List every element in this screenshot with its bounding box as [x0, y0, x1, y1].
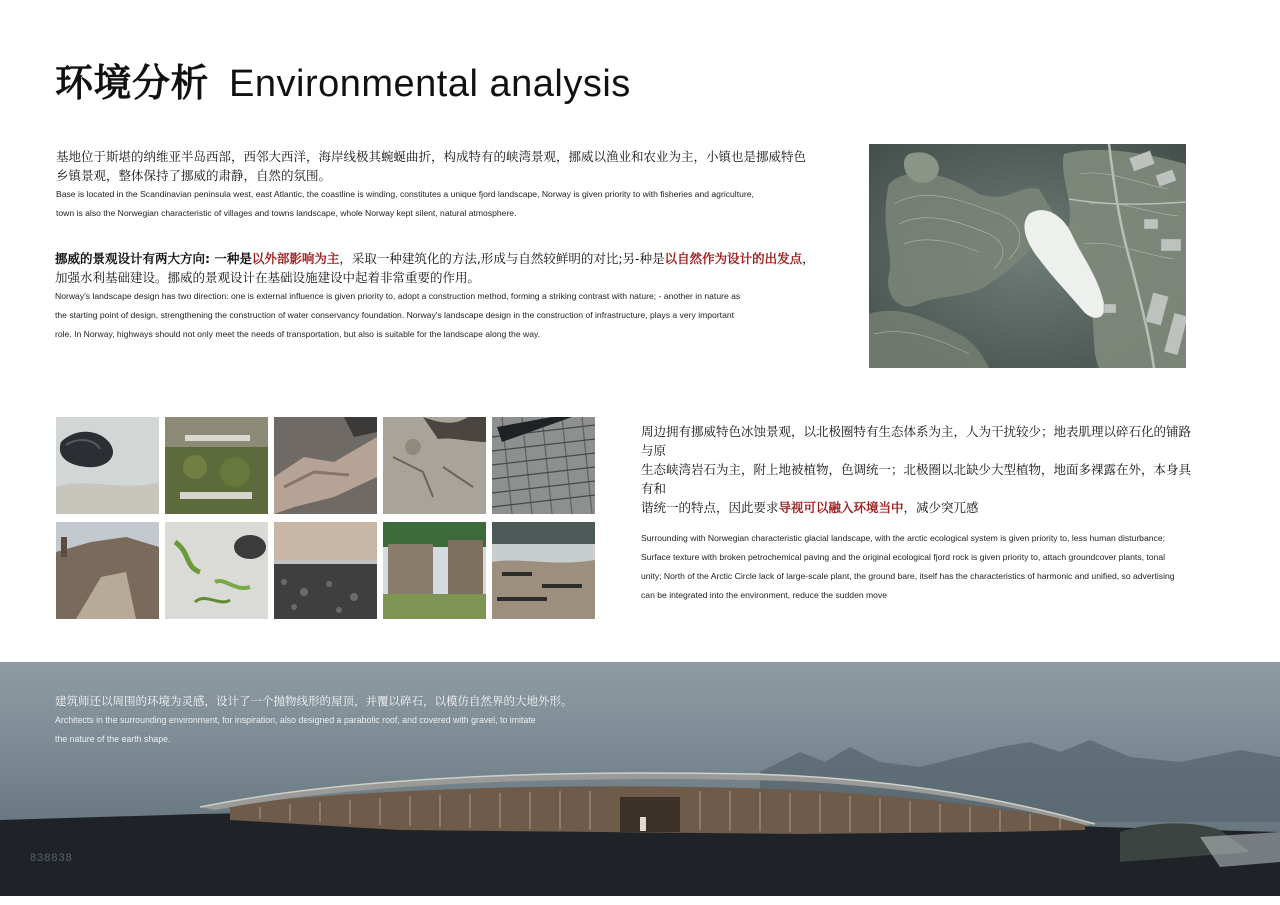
photo-moss-with-stone-slabs: [165, 417, 268, 514]
rendering-caption: [55, 692, 573, 749]
surrounding-en-line-4: can be integrated into the environment, reduce the sudden move: [641, 590, 888, 600]
photo-cobblestone-paving: [492, 417, 595, 514]
surrounding-en-line-3: unity; North of the Arctic Circle lack of large-scale plant, the ground bare, itself has the characteristics of harmonic and unified, so advertising: [641, 571, 1175, 581]
landscape-zh-line-1: [55, 249, 825, 268]
surrounding-zh-line-2: 生态峡湾岩石为主，附上地被植物，色调统一；北极圈以北缺少大型植物，地面多裸露在外，本身具有和: [641, 462, 1192, 496]
landscape-en-line-1: Norway's landscape design has two direction: one is external influence is given priority to, adopt a construction method, forming a striking contrast with nature; - another in nature as: [55, 291, 741, 301]
site-zh-line-1: 基地位于斯堪的纳维亚半岛西部，西邻大西洋，海岸线极其蜿蜒曲折，构成特有的峡湾景观，挪威以渔业和农业为主，小镇也是挪威特色: [56, 149, 807, 164]
photo-black-rock-in-shallow-water: [56, 417, 159, 514]
landscape-zh-part-c: ，: [802, 251, 815, 266]
surrounding-zh-line-1: 周边拥有挪威特色冰蚀景观，以北极圈特有生态体系为主，人为干扰较少；地表肌理以碎石化的铺路与原: [641, 424, 1192, 458]
page-title-en: Environmental analysis: [229, 63, 631, 105]
surrounding-en-line-1: Surrounding with Norwegian characteristic glacial landscape, with the arctic ecological system is given priority to, less human disturbance;: [641, 533, 1165, 543]
site-en-line-2: town is also the Norwegian characteristic of villages and towns landscape, whole Norway kept silent, natural atmosphere.: [56, 208, 517, 218]
site-zh-line-2: 乡镇景观，整体保持了挪威的肃静，自然的氛围。: [56, 168, 332, 183]
photo-seaweed-shore: [492, 522, 595, 619]
building-rendering: [0, 662, 1280, 896]
landscape-en-line-2: the starting point of design, strengthening the construction of water conservancy foundation. Norway's landscape design in the construction of infrastructure, plays a very important: [55, 310, 735, 320]
landscape-zh-part-b: ，采取一种建筑化的方法,形成与自然较鲜明的对比;另-种是: [339, 251, 665, 266]
site-en-line-1: Base is located in the Scandinavian peninsula west, east Atlantic, the coastline is winding, constitutes a unique fjord landscape, Norway is given priority to with fisheries and agriculture,: [56, 189, 754, 199]
landscape-highlight-external: 以外部影响为主: [251, 251, 340, 266]
landscape-en-line-3: role. In Norway, highways should not only meet the needs of transportation, but also is suitable for the landscape along the way.: [55, 329, 541, 339]
aerial-site-map: [869, 144, 1186, 368]
watermark: 838838: [30, 852, 73, 864]
landscape-highlight-nature: 以自然作为设计的出发点: [664, 251, 803, 266]
rendering-en-line-2: the nature of the earth shape.: [55, 734, 171, 744]
photo-layered-rock-outcrop: [274, 417, 377, 514]
surrounding-zh-part-b: ，减少突兀感: [903, 500, 979, 515]
landscape-zh-part-a: 挪威的景观设计有两大方向: 一种是: [55, 251, 252, 266]
surrounding-en-line-2: Surface texture with broken petrochemical paving and the original ecological fjord rock is given priority to, attach groundcover plants, tonal: [641, 552, 1166, 562]
photo-tidal-flat-stones: [274, 522, 377, 619]
page-title: [55, 52, 631, 107]
photo-cracked-rock-surface: [383, 417, 486, 514]
site-description: [56, 147, 816, 223]
surrounding-zh-line-3: [641, 498, 1201, 517]
photo-stone-wall-ruins: [383, 522, 486, 619]
landscape-description: [55, 249, 825, 344]
page-title-zh: 环境分析: [55, 61, 210, 105]
surrounding-description: [641, 422, 1201, 605]
photo-green-algae-on-sand: [165, 522, 268, 619]
surrounding-zh-part-a: 谐统一的特点，因此要求: [641, 500, 779, 515]
surrounding-highlight: 导视可以融入环境当中: [778, 500, 904, 515]
rendering-zh: 建筑师还以周围的环境为灵感，设计了一个抛物线形的屋顶，并覆以碎石，以模仿自然界的大地外形。: [55, 694, 573, 708]
photo-rocky-coast-path: [56, 522, 159, 619]
building-entrance: [620, 797, 680, 832]
rendering-en-line-1: Architects in the surrounding environment, for inspiration, also designed a parabolic roof, and covered with gravel, to imitate: [55, 715, 536, 725]
landscape-zh-line-2: 加强水利基础建设。挪威的景观设计在基础设施建设中起着非常重要的作用。: [55, 270, 481, 285]
